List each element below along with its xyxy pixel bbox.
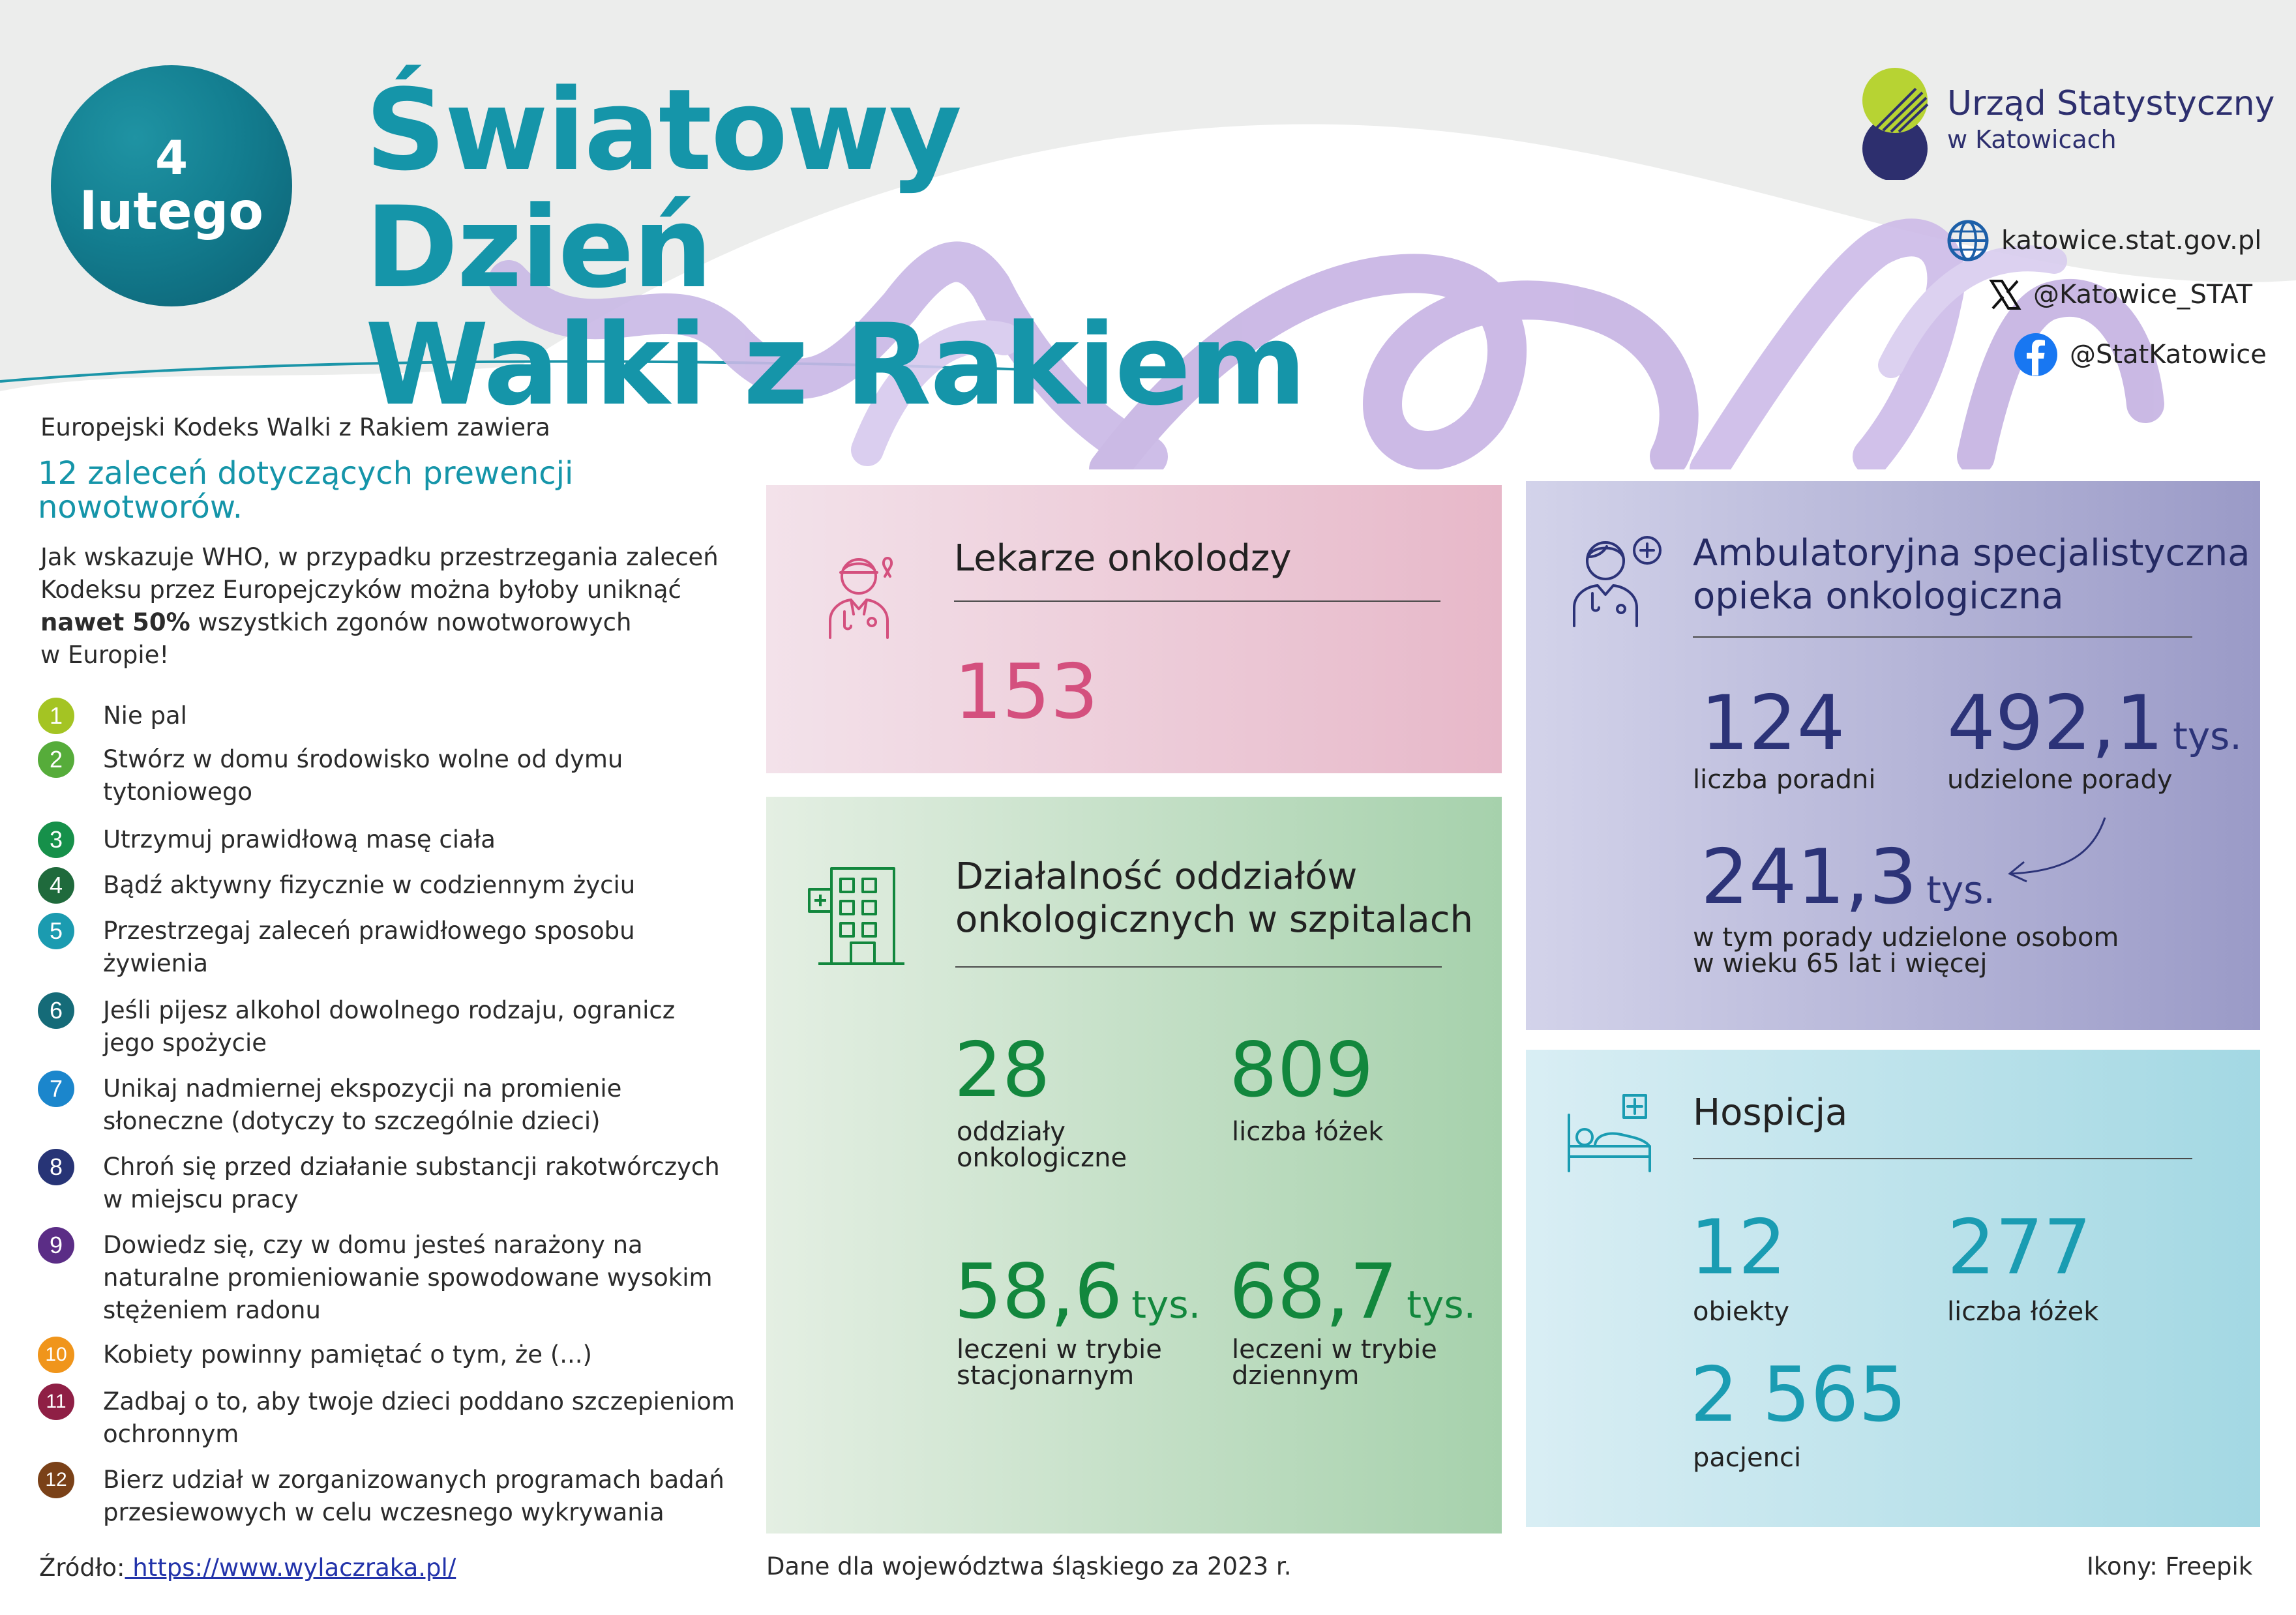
hospice-facilities-label: obiekty bbox=[1693, 1297, 1790, 1327]
recommendation-text bbox=[103, 822, 788, 856]
seniors-advice-label-line-2: w wieku 65 lat i więcej bbox=[1693, 949, 1988, 979]
x-handle-label: @Katowice_STAT bbox=[2033, 280, 2253, 310]
arrow-icon bbox=[2002, 814, 2113, 885]
source-note bbox=[39, 1552, 456, 1584]
hospices-divider bbox=[1693, 1158, 2192, 1159]
recommendation-text-line: przesiewowych w celu wczesnego wykrywania bbox=[103, 1498, 664, 1526]
recommendation-text-line: Bierz udział w zorganizowanych programach badań bbox=[103, 1466, 724, 1494]
clinics-value: 124 bbox=[1701, 679, 1845, 767]
recommendation-text-line: Utrzymuj prawidłową masę ciała bbox=[103, 825, 496, 853]
hospital-wards-divider bbox=[955, 966, 1442, 968]
page-title-line-2: Walki z Rakiem bbox=[365, 299, 1305, 430]
wards-label-line-2: onkologiczne bbox=[957, 1143, 1127, 1173]
seniors-advice-value bbox=[1701, 833, 1995, 929]
hospice-patients-value: 2 565 bbox=[1690, 1351, 1907, 1439]
globe-icon bbox=[1946, 219, 1990, 262]
source-link[interactable]: https://www.wylaczraka.pl/ bbox=[125, 1554, 456, 1582]
recommendation-text bbox=[103, 913, 788, 980]
ambulatory-title bbox=[1693, 532, 2250, 618]
inpatient-value bbox=[954, 1248, 1201, 1344]
hospital-wards-title-line-2: onkologicznych w szpitalach bbox=[955, 898, 1473, 941]
recommendation-item bbox=[38, 867, 788, 904]
hospital-building-icon bbox=[807, 862, 904, 966]
recommendation-text bbox=[103, 1071, 788, 1138]
advice-unit: tys. bbox=[2173, 714, 2242, 758]
seniors-advice-unit: tys. bbox=[1926, 868, 1995, 912]
recommendation-number-badge: 2 bbox=[38, 741, 74, 778]
recommendation-text bbox=[103, 741, 788, 808]
recommendation-text-line: Dowiedz się, czy w domu jesteś narażony na bbox=[103, 1231, 643, 1259]
intro-lead: Europejski Kodeks Walki z Rakiem zawiera bbox=[40, 413, 550, 441]
ward-beds-value: 809 bbox=[1229, 1026, 1374, 1114]
website-label: katowice.stat.gov.pl bbox=[2001, 226, 2262, 256]
recommendation-text-line: ochronnym bbox=[103, 1420, 239, 1448]
recommendation-item bbox=[38, 1071, 788, 1138]
intro-paragraph-line-3 bbox=[40, 606, 745, 639]
recommendation-number-badge: 9 bbox=[38, 1227, 74, 1264]
recommendation-item bbox=[38, 1227, 788, 1327]
hospices-title: Hospicja bbox=[1693, 1091, 1848, 1134]
seniors-advice-label-line-1: w tym porady udzielone osobom bbox=[1693, 923, 2119, 953]
recommendation-text-line: w miejscu pracy bbox=[103, 1185, 299, 1213]
recommendation-number-badge: 7 bbox=[38, 1071, 74, 1107]
recommendation-number-badge: 11 bbox=[38, 1384, 74, 1420]
recommendation-text-line: żywienia bbox=[103, 949, 209, 977]
ambulatory-divider bbox=[1693, 636, 2192, 638]
recommendation-number-badge: 3 bbox=[38, 822, 74, 858]
recommendation-text bbox=[103, 1227, 788, 1327]
recommendation-text-line: Przestrzegaj zaleceń prawidłowego sposobu bbox=[103, 917, 635, 945]
x-link[interactable] bbox=[1989, 278, 2252, 311]
advice-number: 492,1 bbox=[1947, 679, 2164, 767]
hospice-beds-label: liczba łóżek bbox=[1947, 1297, 2099, 1327]
daily-unit: tys. bbox=[1407, 1282, 1476, 1327]
recommendation-text-line: Bądź aktywny fizycznie w codziennym życiu bbox=[103, 871, 636, 899]
recommendation-text-line: stężeniem radonu bbox=[103, 1296, 321, 1324]
oncologists-card bbox=[766, 485, 1502, 773]
x-logo-icon bbox=[1989, 278, 2021, 311]
ambulatory-title-line-2: opieka onkologiczna bbox=[1693, 575, 2064, 617]
recommendation-text-line: Jeśli pijesz alkohol dowolnego rodzaju, ogranicz bbox=[103, 996, 676, 1024]
ambulatory-care-card bbox=[1526, 481, 2260, 1030]
facebook-icon bbox=[2014, 333, 2058, 377]
intro-paragraph-line-3-rest: wszystkich zgonów nowotworowych bbox=[190, 608, 632, 636]
hospital-wards-card bbox=[766, 797, 1502, 1534]
recommendation-text bbox=[103, 992, 788, 1059]
advice-label: udzielone porady bbox=[1947, 765, 2173, 795]
inpatient-unit: tys. bbox=[1131, 1282, 1201, 1327]
oncologists-title: Lekarze onkolodzy bbox=[954, 537, 1292, 580]
recommendation-item bbox=[38, 1337, 788, 1373]
recommendation-text-line: słoneczne (dotyczy to szczególnie dzieci) bbox=[103, 1107, 601, 1135]
inpatient-number: 58,6 bbox=[954, 1248, 1123, 1336]
recommendation-number-badge: 4 bbox=[38, 867, 74, 904]
nurse-icon bbox=[1569, 531, 1667, 629]
date-badge bbox=[51, 65, 292, 306]
icons-credit: Ikony: Freepik bbox=[2087, 1552, 2253, 1580]
intro-subtitle bbox=[38, 456, 742, 524]
recommendation-text-line: Nie pal bbox=[103, 702, 187, 730]
organization-name-line-2: w Katowicach bbox=[1947, 125, 2117, 154]
recommendation-item bbox=[38, 1384, 788, 1451]
intro-subtitle-line-1: 12 zaleceń dotyczących prewencji bbox=[38, 455, 574, 492]
advice-value bbox=[1947, 679, 2242, 775]
recommendation-text bbox=[103, 1149, 788, 1216]
recommendation-text-line: Stwórz w domu środowisko wolne od dymu bbox=[103, 745, 623, 773]
intro-paragraph-line-1: Jak wskazuje WHO, w przypadku przestrzegania zaleceń bbox=[40, 543, 719, 571]
hospice-patients-label: pacjenci bbox=[1693, 1443, 1802, 1473]
intro-paragraph-line-4: w Europie! bbox=[40, 641, 170, 669]
oncologists-value: 153 bbox=[954, 648, 1099, 736]
doctor-icon bbox=[825, 549, 903, 640]
hospice-facilities-value: 12 bbox=[1690, 1204, 1787, 1292]
recommendation-text-line: tytoniowego bbox=[103, 778, 253, 806]
ward-beds-label: liczba łóżek bbox=[1232, 1117, 1384, 1147]
recommendation-text-line: Zadbaj o to, aby twoje dzieci poddano szczepieniom bbox=[103, 1387, 735, 1415]
source-prefix: Źródło: bbox=[39, 1554, 125, 1582]
recommendation-text bbox=[103, 1337, 788, 1371]
seniors-advice-number: 241,3 bbox=[1701, 833, 1918, 921]
daily-number: 68,7 bbox=[1229, 1248, 1398, 1336]
recommendation-text-line: naturalne promieniowanie spowodowane wysokim bbox=[103, 1264, 713, 1292]
recommendation-number-badge: 1 bbox=[38, 698, 74, 734]
inpatient-label-line-1: leczeni w trybie bbox=[957, 1335, 1162, 1365]
intro-subtitle-line-2: nowotworów. bbox=[38, 489, 243, 526]
recommendation-number-badge: 6 bbox=[38, 992, 74, 1029]
intro-paragraph bbox=[40, 541, 745, 672]
date-month: lutego bbox=[80, 183, 263, 241]
recommendation-text bbox=[103, 1462, 788, 1529]
organization-name-line-1: Urząd Statystyczny bbox=[1947, 84, 2275, 123]
date-day: 4 bbox=[155, 130, 188, 185]
recommendation-number-badge: 10 bbox=[38, 1337, 74, 1373]
wards-label-line-1: oddziały bbox=[957, 1117, 1066, 1147]
seniors-advice-label bbox=[1693, 925, 2119, 977]
recommendation-item bbox=[38, 1462, 788, 1529]
recommendation-item bbox=[38, 1149, 788, 1216]
facebook-label: @StatKatowice bbox=[2070, 340, 2267, 370]
recommendation-item bbox=[38, 698, 788, 734]
hospices-card bbox=[1526, 1050, 2260, 1527]
page-title-line-1: Światowy Dzień bbox=[365, 65, 961, 313]
wards-label bbox=[957, 1119, 1127, 1171]
hospital-bed-icon bbox=[1564, 1089, 1662, 1174]
daily-label bbox=[1232, 1337, 1437, 1389]
oncologists-divider bbox=[954, 600, 1440, 602]
wards-value: 28 bbox=[954, 1026, 1051, 1114]
page-title bbox=[365, 65, 1343, 430]
daily-label-line-2: dziennym bbox=[1232, 1361, 1360, 1391]
hospital-wards-title-line-1: Działalność oddziałów bbox=[955, 855, 1358, 898]
recommendation-text bbox=[103, 1384, 788, 1451]
data-period-note: Dane dla województwa śląskiego za 2023 r. bbox=[766, 1552, 1292, 1580]
recommendation-text bbox=[103, 867, 788, 902]
recommendation-text-line: Chroń się przed działanie substancji rakotwórczych bbox=[103, 1153, 720, 1181]
recommendation-text bbox=[103, 698, 788, 732]
inpatient-label bbox=[957, 1337, 1162, 1389]
facebook-link[interactable] bbox=[2014, 333, 2267, 377]
intro-paragraph-line-2: Kodeksu przez Europejczyków można byłoby uniknąć bbox=[40, 576, 681, 604]
ambulatory-title-line-1: Ambulatoryjna specjalistyczna bbox=[1693, 532, 2250, 574]
daily-value bbox=[1229, 1248, 1476, 1344]
recommendation-text-line: jego spożycie bbox=[103, 1029, 267, 1057]
recommendation-item bbox=[38, 822, 788, 858]
recommendation-text-line: Kobiety powinny pamiętać o tym, że (...) bbox=[103, 1341, 592, 1369]
recommendation-item bbox=[38, 992, 788, 1059]
recommendation-number-badge: 8 bbox=[38, 1149, 74, 1185]
recommendation-item bbox=[38, 741, 788, 808]
recommendation-text-line: Unikaj nadmiernej ekspozycji na promienie bbox=[103, 1074, 622, 1103]
clinics-label: liczba poradni bbox=[1693, 765, 1876, 795]
recommendation-number-badge: 12 bbox=[38, 1462, 74, 1498]
inpatient-label-line-2: stacjonarnym bbox=[957, 1361, 1135, 1391]
organization-name bbox=[1947, 83, 2274, 155]
hospice-beds-value: 277 bbox=[1947, 1204, 2092, 1292]
website-link[interactable] bbox=[1946, 219, 2261, 262]
recommendation-number-badge: 5 bbox=[38, 913, 74, 949]
hospital-wards-title bbox=[955, 855, 1473, 941]
intro-highlight: nawet 50% bbox=[40, 608, 190, 636]
daily-label-line-1: leczeni w trybie bbox=[1232, 1335, 1437, 1365]
recommendation-item bbox=[38, 913, 788, 980]
